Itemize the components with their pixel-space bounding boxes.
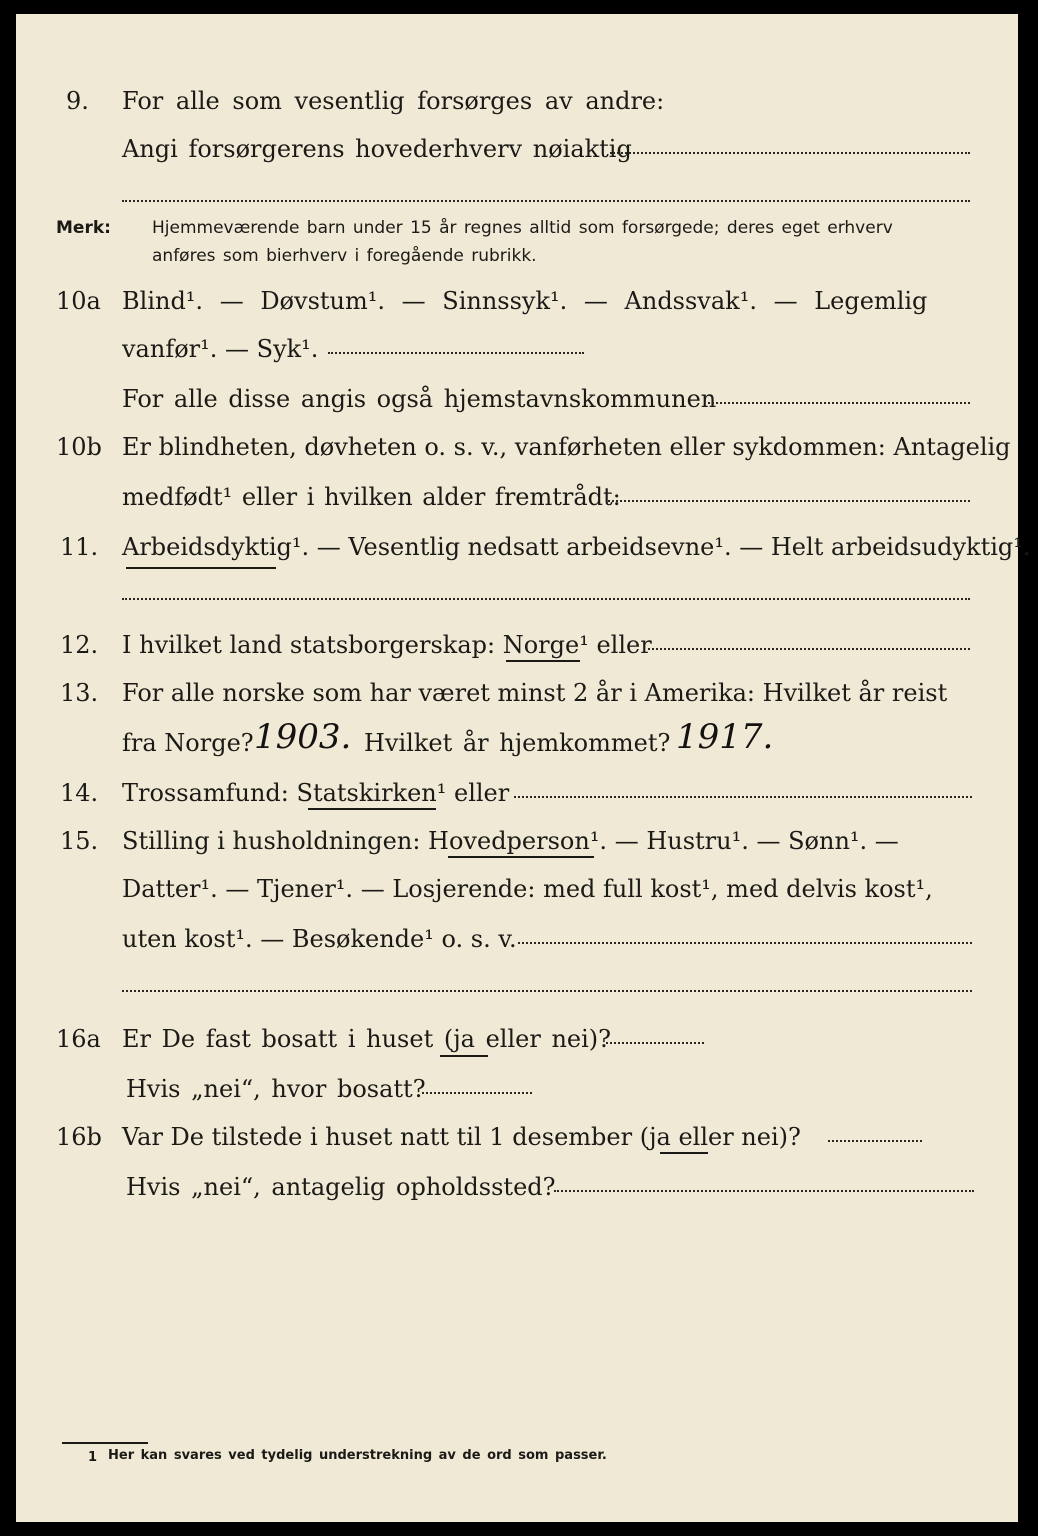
q13-question: For alle norske som har været minst 2 år i Amerika: Hvilket år reist xyxy=(122,679,948,707)
q16b-number: 16b xyxy=(56,1123,102,1151)
q16a-number: 16a xyxy=(56,1025,101,1053)
q11-number: 11. xyxy=(60,533,99,561)
q14-answer-field[interactable] xyxy=(514,796,972,798)
q9-question: For alle som vesentlig forsørges av andre: xyxy=(122,87,665,115)
q10a-answer-field[interactable] xyxy=(328,352,584,354)
q12-question: I hvilket land statsborgerskap: Norge¹ eller xyxy=(122,631,652,659)
q10a-options: Blind¹. — Døvstum¹. — Sinnssyk¹. — Andssvak¹. — Legemlig xyxy=(122,287,928,315)
q15-underline-hovedperson xyxy=(448,856,594,858)
q10b-question: Er blindheten, døvheten o. s. v., vanførheten eller sykdommen: Antagelig xyxy=(122,433,1011,461)
q13-number: 13. xyxy=(60,679,99,707)
q16a-location-field[interactable] xyxy=(422,1092,532,1094)
footnote-rule xyxy=(62,1442,148,1444)
q15-options-line3: uten kost¹. — Besøkende¹ o. s. v. xyxy=(122,925,517,953)
q15-options-line2: Datter¹. — Tjener¹. — Losjerende: med full kost¹, med delvis kost¹, xyxy=(122,875,933,903)
q9-answer-field[interactable] xyxy=(610,152,970,154)
footnote-marker: 1 xyxy=(88,1450,98,1465)
census-form-page xyxy=(16,14,1031,1522)
q16b-question: Var De tilstede i huset natt til 1 desember (ja eller nei)? xyxy=(122,1123,801,1151)
q10b-answer-field[interactable] xyxy=(608,500,970,502)
q16a-answer-field[interactable] xyxy=(606,1042,704,1044)
q10b-number: 10b xyxy=(56,433,102,461)
q16b-location-field[interactable] xyxy=(554,1190,974,1192)
q15-answer-field[interactable] xyxy=(518,942,972,944)
q16b-underline-ja xyxy=(660,1152,708,1154)
q13-returned-answer[interactable]: 1917. xyxy=(676,717,774,757)
q11-underline-arbeidsdyktig xyxy=(126,567,276,569)
q10a-options-line2: vanfør¹. — Syk¹. xyxy=(122,335,319,363)
q16a-question: Er De fast bosatt i huset (ja eller nei)? xyxy=(122,1025,612,1053)
q9-question-line2: Angi forsørgerens hovederhverv nøiaktig xyxy=(122,135,632,163)
q12-answer-field[interactable] xyxy=(648,648,970,650)
q16b-question-line2: Hvis „nei“, antagelig opholdssted? xyxy=(126,1173,556,1201)
q11-options: Arbeidsdyktig¹. — Vesentlig nedsatt arbeidsevne¹. — Helt arbeidsudyktig¹. xyxy=(122,533,1031,561)
q14-question: Trossamfund: Statskirken¹ eller xyxy=(122,779,510,807)
q14-number: 14. xyxy=(60,779,99,807)
q16a-underline-ja xyxy=(440,1055,488,1057)
merk-label: Merk: xyxy=(56,218,111,238)
q15-question: Stilling i husholdningen: Hovedperson¹. — Hustru¹. — Sønn¹. — xyxy=(122,827,899,855)
q15-answer-field-2[interactable] xyxy=(122,990,972,992)
q16a-question-line2: Hvis „nei“, hvor bosatt? xyxy=(126,1075,426,1103)
q12-underline-norge xyxy=(506,660,580,662)
q13-emigrated-answer[interactable]: 1903. xyxy=(254,717,352,757)
q9-answer-field-2[interactable] xyxy=(122,200,970,202)
q11-answer-field[interactable] xyxy=(122,598,970,600)
q10a-hometown-field[interactable] xyxy=(708,402,970,404)
q16b-answer-field[interactable] xyxy=(828,1140,922,1142)
footnote-text: Her kan svares ved tydelig understrekning av de ord som passer. xyxy=(108,1448,607,1463)
q14-underline-statskirken xyxy=(308,808,436,810)
merk-note-line2: anføres som bierhverv i foregående rubrikk. xyxy=(152,246,537,266)
q12-number: 12. xyxy=(60,631,99,659)
q15-number: 15. xyxy=(60,827,99,855)
q9-number: 9. xyxy=(66,87,89,115)
merk-note-line1: Hjemmeværende barn under 15 år regnes alltid som forsørgede; deres eget erhverv xyxy=(152,218,893,238)
q13-emigrated-label: fra Norge? xyxy=(122,729,254,757)
q10a-hometown-question: For alle disse angis også hjemstavnskommunen xyxy=(122,385,717,413)
q10b-question-line2: medfødt¹ eller i hvilken alder fremtrådt: xyxy=(122,483,621,511)
q13-returned-label: Hvilket år hjemkommet? xyxy=(364,729,671,757)
q10a-number: 10a xyxy=(56,287,101,315)
